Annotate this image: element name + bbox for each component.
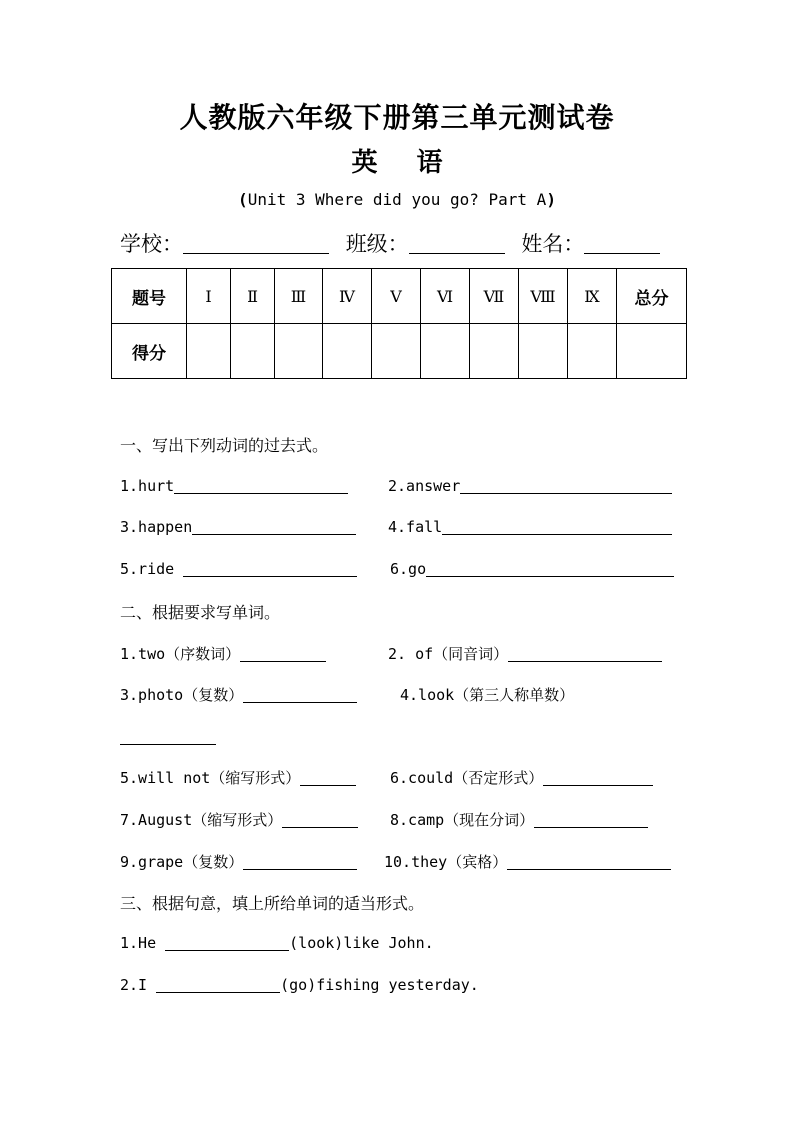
answer-blank[interactable] — [156, 977, 280, 993]
answer-blank[interactable] — [426, 561, 674, 577]
column-header: Ⅱ — [231, 269, 275, 324]
column-header: Ⅲ — [275, 269, 323, 324]
total-header: 总分 — [617, 269, 687, 324]
section3-item: 2.I (go)fishing yesterday. — [120, 976, 479, 994]
answer-blank[interactable] — [240, 646, 326, 662]
score-cell[interactable] — [421, 324, 470, 379]
answer-blank[interactable] — [165, 935, 289, 951]
section2-item: 10.they（宾格） — [384, 851, 671, 872]
unit-subtitle: (Unit 3 Where did you go? Part A) — [238, 190, 556, 209]
unit-text: Unit 3 Where did you go? Part A — [247, 190, 547, 209]
total-cell[interactable] — [617, 324, 687, 379]
answer-blank[interactable] — [508, 646, 662, 662]
section2-item: 2. of（同音词） — [388, 643, 662, 664]
section1-item: 4.fall — [388, 518, 672, 536]
name-label: 姓名： — [521, 232, 585, 256]
answer-blank[interactable] — [174, 478, 348, 494]
section2-item: 3.photo（复数） — [120, 684, 357, 705]
section2-item: 1.two（序数词） — [120, 643, 326, 664]
answer-blank[interactable] — [183, 561, 357, 577]
section2-heading: 二、根据要求写单词。 — [120, 603, 281, 622]
school-label: 学校： — [120, 232, 183, 256]
section1-item: 3.happen — [120, 518, 356, 536]
answer-blank[interactable] — [460, 478, 672, 494]
section1-item: 5.ride — [120, 560, 357, 578]
score-table — [111, 268, 687, 379]
score-cell[interactable] — [372, 324, 421, 379]
column-header: Ⅷ — [519, 269, 568, 324]
column-header: Ⅰ — [187, 269, 231, 324]
score-cell[interactable] — [470, 324, 519, 379]
school-blank[interactable] — [183, 232, 329, 254]
column-header: Ⅸ — [568, 269, 617, 324]
column-header: Ⅶ — [470, 269, 519, 324]
score-cell[interactable] — [187, 324, 231, 379]
section1-item: 1.hurt — [120, 477, 348, 495]
section2-item-continuation — [120, 728, 216, 746]
section2-item: 6.could（否定形式） — [390, 767, 653, 788]
name-blank[interactable] — [584, 232, 660, 254]
column-header: Ⅴ — [372, 269, 421, 324]
class-label: 班级： — [345, 232, 409, 256]
section1-heading: 一、写出下列动词的过去式。 — [120, 436, 329, 455]
score-cell[interactable] — [519, 324, 568, 379]
section2-item: 7.August（缩写形式） — [120, 809, 358, 830]
score-cell[interactable] — [568, 324, 617, 379]
answer-blank[interactable] — [543, 770, 653, 786]
answer-blank[interactable] — [243, 854, 357, 870]
subject-title: 英 语 — [351, 148, 443, 178]
class-blank[interactable] — [409, 232, 505, 254]
answer-blank[interactable] — [243, 687, 357, 703]
section2-item: 5.will not（缩写形式） — [120, 767, 356, 788]
answer-blank[interactable] — [300, 770, 356, 786]
column-header: Ⅵ — [421, 269, 470, 324]
answer-blank[interactable] — [534, 812, 648, 828]
section3-item: 1.He (look)like John. — [120, 934, 434, 952]
score-cell[interactable] — [323, 324, 372, 379]
section1-item: 2.answer — [388, 477, 672, 495]
row-label-score: 得分 — [112, 324, 187, 379]
answer-blank[interactable] — [192, 519, 356, 535]
answer-blank[interactable] — [507, 854, 671, 870]
student-info — [120, 228, 690, 258]
section2-item: 4.look（第三人称单数） — [400, 686, 575, 704]
score-cell[interactable] — [275, 324, 323, 379]
score-table-row-scores — [112, 324, 687, 379]
section3-heading: 三、根据句意，填上所给单词的适当形式。 — [120, 894, 425, 913]
section2-item: 8.camp（现在分词） — [390, 809, 648, 830]
section1-item: 6.go — [390, 560, 674, 578]
score-table-row-numbers — [112, 269, 687, 324]
answer-blank[interactable] — [442, 519, 672, 535]
answer-blank[interactable] — [120, 729, 216, 745]
section2-item: 9.grape（复数） — [120, 851, 357, 872]
score-cell[interactable] — [231, 324, 275, 379]
answer-blank[interactable] — [282, 812, 358, 828]
column-header: Ⅳ — [323, 269, 372, 324]
page-title: 人教版六年级下册第三单元测试卷 — [179, 101, 615, 134]
row-label-question-number: 题号 — [112, 269, 187, 324]
